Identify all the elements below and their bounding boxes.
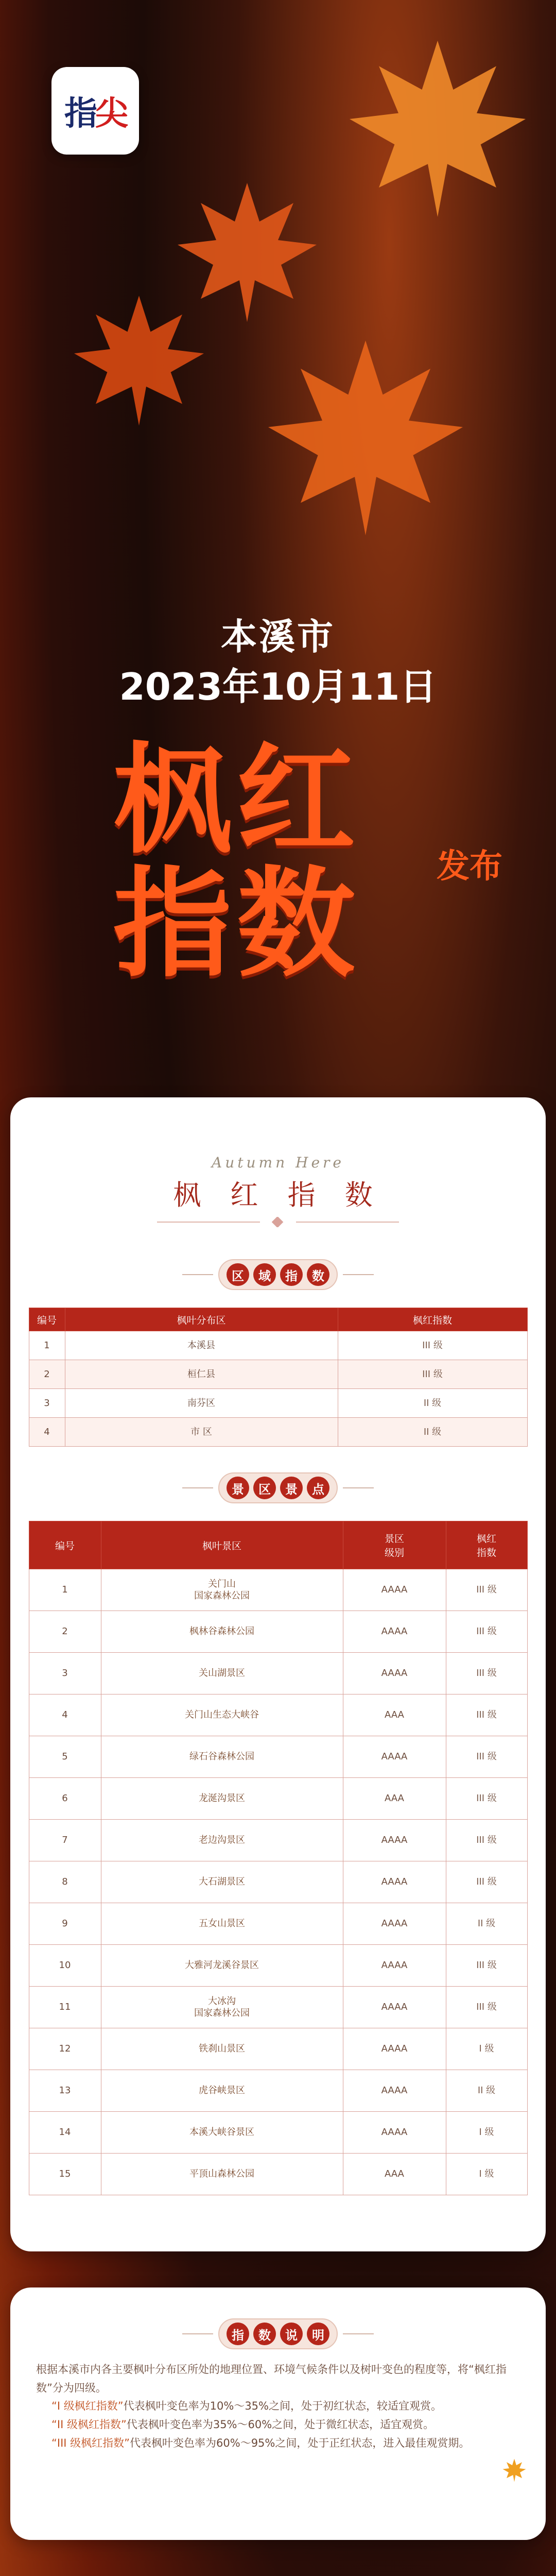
grade-description: 代表枫叶变色率为60%～95%之间，处于正红状态，进入最佳观赏期。 <box>130 2436 470 2449</box>
table-header-cell: 枫红 指数 <box>446 1521 527 1569</box>
table-cell: 4 <box>29 1694 101 1736</box>
table-header-cell: 枫叶景区 <box>101 1521 343 1569</box>
brand-logo <box>51 67 139 155</box>
panel-subtitle-en: Autumn Here <box>212 1154 344 1171</box>
table-cell: 大雅河龙溪谷景区 <box>101 1945 343 1987</box>
table-row <box>29 1903 527 1945</box>
table-row <box>29 2112 527 2154</box>
table-cell: 10 <box>29 1945 101 1987</box>
table-cell: 关山湖景区 <box>101 1653 343 1694</box>
table-cell: III 级 <box>446 1569 527 1611</box>
table-cell: 铁刹山景区 <box>101 2028 343 2070</box>
release-date: 2023年10月11日 <box>119 665 437 708</box>
table-row <box>29 1418 527 1447</box>
table-cell: 12 <box>29 2028 101 2070</box>
section-header-region <box>10 1259 546 1290</box>
table-cell: 老边沟景区 <box>101 1820 343 1861</box>
table-cell: III 级 <box>446 1945 527 1987</box>
table-cell: III 级 <box>446 1778 527 1820</box>
maple-leaf-decoration <box>329 31 546 227</box>
table-cell: III 级 <box>446 1736 527 1778</box>
table-cell: III 级 <box>446 1694 527 1736</box>
table-cell: 13 <box>29 2070 101 2112</box>
table-row <box>29 1360 527 1389</box>
grade-label: “III 级枫红指数” <box>51 2436 130 2449</box>
table-row <box>29 1987 527 2028</box>
table-cell: 6 <box>29 1778 101 1820</box>
table-row <box>29 1778 527 1820</box>
table-cell: 15 <box>29 2154 101 2195</box>
section-title-char: 区 <box>253 1477 276 1499</box>
table-cell: II 级 <box>338 1418 527 1447</box>
table-row <box>29 1694 527 1736</box>
section-title-char: 数 <box>307 1263 329 1286</box>
table-cell: 5 <box>29 1736 101 1778</box>
table-cell: III 级 <box>446 1653 527 1694</box>
table-cell: III 级 <box>446 1820 527 1861</box>
table-cell: 2 <box>29 1360 65 1389</box>
maple-leaf-icon <box>501 2458 527 2483</box>
panel-title: 枫 红 指 数 <box>173 1179 383 1211</box>
table-cell: AAAA <box>343 1945 446 1987</box>
table-cell: 桓仁县 <box>65 1360 338 1389</box>
table-cell: I 级 <box>446 2154 527 2195</box>
section-title-char: 明 <box>307 2323 329 2345</box>
section-header-notes <box>10 2318 546 2349</box>
explanation-intro: 根据本溪市内各主要枫叶分布区所处的地理位置、环境气候条件以及树叶变色的程度等，将“枫红指数”分为四级。 <box>36 2363 507 2394</box>
title-ornament <box>157 1217 399 1227</box>
table-header-cell: 枫红指数 <box>338 1308 527 1331</box>
table-cell: AAA <box>343 1778 446 1820</box>
maple-leaf-decoration <box>247 330 484 546</box>
table-cell: AAAA <box>343 1861 446 1903</box>
table-cell: 南芬区 <box>65 1389 338 1418</box>
table-cell: 关门山生态大峡谷 <box>101 1694 343 1736</box>
table-row <box>29 1611 527 1653</box>
publish-label: 发布 <box>437 848 502 886</box>
table-row <box>29 2028 527 2070</box>
table-cell: 14 <box>29 2112 101 2154</box>
table-cell: 平顶山森林公园 <box>101 2154 343 2195</box>
table-header-cell: 枫叶分布区 <box>65 1308 338 1331</box>
table-cell: AAAA <box>343 1611 446 1653</box>
table-row <box>29 2154 527 2195</box>
table-cell: 枫林谷森林公园 <box>101 1611 343 1653</box>
headline-line2: 指数 <box>113 856 361 993</box>
table-cell: AAAA <box>343 2112 446 2154</box>
explanation-text <box>36 2361 520 2452</box>
section-title-char: 区 <box>227 1263 249 1286</box>
table-row <box>29 1331 527 1360</box>
scenic-spot-table <box>29 1521 528 2195</box>
table-cell: III 级 <box>446 1611 527 1653</box>
section-title-char: 域 <box>253 1263 276 1286</box>
table-cell: II 级 <box>446 2070 527 2112</box>
table-cell: 3 <box>29 1389 65 1418</box>
section-title-char: 景 <box>280 1477 303 1499</box>
table-row <box>29 1736 527 1778</box>
region-index-table <box>29 1308 528 1447</box>
grade-label: “I 级枫红指数” <box>51 2400 124 2413</box>
table-cell: AAAA <box>343 2028 446 2070</box>
table-cell: 11 <box>29 1987 101 2028</box>
table-cell: III 级 <box>446 1861 527 1903</box>
table-cell: AAAA <box>343 1987 446 2028</box>
maple-leaf-decoration <box>165 175 329 330</box>
table-cell: I 级 <box>446 2028 527 2070</box>
city-name: 本溪市 <box>221 616 335 658</box>
table-cell: 本溪大峡谷景区 <box>101 2112 343 2154</box>
table-cell: AAAA <box>343 1653 446 1694</box>
section-title-char: 景 <box>227 1477 249 1499</box>
section-title-char: 点 <box>307 1477 329 1499</box>
table-row <box>29 1861 527 1903</box>
index-panel <box>10 1097 546 2251</box>
table-cell: II 级 <box>446 1903 527 1945</box>
section-header-spots <box>10 1472 546 1503</box>
table-cell: 本溪县 <box>65 1331 338 1360</box>
table-cell: 大冰沟 国家森林公园 <box>101 1987 343 2028</box>
table-cell: AAA <box>343 2154 446 2195</box>
table-cell: 4 <box>29 1418 65 1447</box>
explanation-item <box>36 2397 520 2416</box>
headline-line1: 枫红 <box>113 732 361 870</box>
table-cell: 3 <box>29 1653 101 1694</box>
section-title-char: 指 <box>227 2323 249 2345</box>
table-cell: AAAA <box>343 2070 446 2112</box>
table-cell: 1 <box>29 1331 65 1360</box>
section-title-char: 数 <box>253 2323 276 2345</box>
table-row <box>29 1569 527 1611</box>
table-cell: III 级 <box>446 1987 527 2028</box>
table-cell: 1 <box>29 1569 101 1611</box>
section-title-char: 指 <box>280 1263 303 1286</box>
grade-description: 代表枫叶变色率为10%～35%之间，处于初红状态，较适宜观赏。 <box>123 2400 442 2413</box>
table-cell: 关门山 国家森林公园 <box>101 1569 343 1611</box>
table-cell: III 级 <box>338 1360 527 1389</box>
table-cell: AAA <box>343 1694 446 1736</box>
table-cell: 8 <box>29 1861 101 1903</box>
table-cell: AAAA <box>343 1820 446 1861</box>
table-cell: 虎谷峡景区 <box>101 2070 343 2112</box>
table-row <box>29 1389 527 1418</box>
table-row <box>29 1945 527 1987</box>
table-header-cell: 编号 <box>29 1308 65 1331</box>
grade-description: 代表枫叶变色率为35%～60%之间，处于微红状态，适宜观赏。 <box>126 2418 435 2431</box>
index-explanation-panel <box>10 2287 546 2540</box>
table-header-cell: 编号 <box>29 1521 101 1569</box>
table-cell: AAAA <box>343 1736 446 1778</box>
table-header-cell: 景区 级别 <box>343 1521 446 1569</box>
table-cell: 市 区 <box>65 1418 338 1447</box>
table-cell: I 级 <box>446 2112 527 2154</box>
table-row <box>29 1820 527 1861</box>
table-cell: 龙涎沟景区 <box>101 1778 343 1820</box>
table-row <box>29 1653 527 1694</box>
table-cell: II 级 <box>338 1389 527 1418</box>
table-cell: 大石湖景区 <box>101 1861 343 1903</box>
table-cell: 绿石谷森林公园 <box>101 1736 343 1778</box>
table-cell: 7 <box>29 1820 101 1861</box>
table-cell: AAAA <box>343 1903 446 1945</box>
explanation-item <box>36 2434 520 2453</box>
explanation-item <box>36 2416 520 2434</box>
logo-text-accent: 尖 <box>95 95 126 133</box>
table-cell: III 级 <box>338 1331 527 1360</box>
table-cell: 五女山景区 <box>101 1903 343 1945</box>
table-cell: AAAA <box>343 1569 446 1611</box>
table-cell: 2 <box>29 1611 101 1653</box>
logo-text-main: 指 <box>64 95 95 133</box>
table-row <box>29 2070 527 2112</box>
section-title-char: 说 <box>280 2323 303 2345</box>
grade-label: “II 级枫红指数” <box>51 2418 127 2431</box>
table-cell: 9 <box>29 1903 101 1945</box>
